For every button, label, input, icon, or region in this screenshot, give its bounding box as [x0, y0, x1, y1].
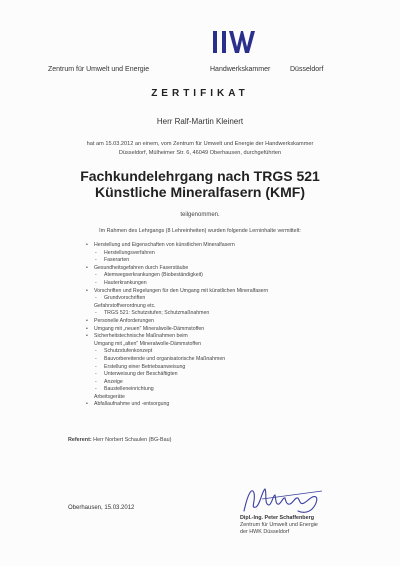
signer-block — [240, 515, 318, 535]
content-topic: • Personelle Anforderungen — [86, 318, 376, 326]
course-line: Fachkundelehrgang nach TRGS 521 — [80, 168, 320, 184]
participation-text: teilgenommen. — [180, 212, 220, 218]
content-topic: • Abfallaufnahme und -entsorgung — [86, 401, 376, 409]
signer-department: Zentrum für Umwelt und Energie — [240, 521, 318, 528]
certificate-title: ZERTIFIKAT — [151, 88, 249, 99]
content-subtopic: - Anzeige — [86, 379, 376, 387]
content-topic: • Vorschriften und Regelungen für den Umgang mit künstlichen Mineralfasern — [86, 288, 376, 296]
content-lead: Im Rahmen des Lehrgangs (8 Lehreinheiten) wurden folgende Lerninhalte vermittelt: — [99, 228, 301, 234]
content-subtopic: - Baustelleneinrichtung — [86, 386, 376, 394]
content-subtopic: Gefahrstoffverordnung etc. — [94, 302, 156, 309]
referent-label: Referent: — [68, 437, 92, 443]
content-subtopic: - Erstellung einer Betriebsanweisung — [86, 364, 376, 372]
signature — [238, 483, 330, 515]
signer-name: Dipl.-Ing. Peter Schaffenberg — [240, 515, 314, 521]
hwk-logo — [212, 30, 258, 54]
content-topic: • Sicherheitstechnische Maßnahmen beim — [86, 333, 376, 341]
header-chamber: Handwerkskammer — [210, 66, 271, 73]
content-subtopic: - Atemwegserkrankungen (Biobeständigkeit) — [86, 272, 376, 280]
content-topic: • Herstellung und Eigenschaften von künstlichen Mineralfasern — [86, 242, 376, 250]
signer-organization: der HWK Düsseldorf — [240, 528, 290, 535]
content-subtopic: - Schutzstufenkonzept — [86, 348, 376, 356]
content-subtopic: Umgang mit „alten" Mineralwolle-Dämmstoffen — [94, 340, 201, 347]
intro-text — [60, 140, 340, 157]
place-date: Oberhausen, 15.03.2012 — [68, 505, 135, 511]
referent — [68, 437, 171, 443]
course-line: Künstliche Mineralfasern (KMF) — [94, 184, 306, 200]
intro-line: hat am 15.03.2012 an einem, vom Zentrum für Umwelt und Energie der Handwerkskammer — [86, 141, 314, 147]
content-subtopic: - Hauterkrankungen — [86, 280, 376, 288]
referent-name: Herr Norbert Schaulen (BG-Bau) — [93, 437, 172, 443]
header-city: Düsseldorf — [290, 66, 324, 73]
header-institution: Zentrum für Umwelt und Energie — [48, 66, 150, 73]
content-topic: • Gesundheitsgefahren durch Faserstäube — [86, 265, 376, 273]
intro-line: Düsseldorf, Mülheimer Str. 6, 46049 Oberhausen, durchgeführten — [118, 149, 282, 156]
course-title — [0, 168, 400, 200]
content-subtopic: - Grundvorschriften — [86, 295, 376, 303]
content-subtopic: - TRGS 521: Schutzstufen; Schutzmaßnahmen — [86, 310, 376, 318]
content-subtopic: - Herstellungsverfahren — [86, 250, 376, 258]
content-subtopic: - Faserarten — [86, 257, 376, 265]
recipient-name: Herr Ralf-Martin Kleinert — [156, 117, 244, 126]
content-topic: • Umgang mit „neuen" Mineralwolle-Dämmstoffen — [86, 326, 376, 334]
content-subtopic: - Bauvorbereitende und organisatorische Maßnahmen — [86, 356, 376, 364]
content-list — [86, 242, 376, 409]
content-subtopic: - Unterweisung der Beschäftigten — [86, 371, 376, 379]
content-subtopic: Arbeitsgeräte — [94, 393, 125, 400]
